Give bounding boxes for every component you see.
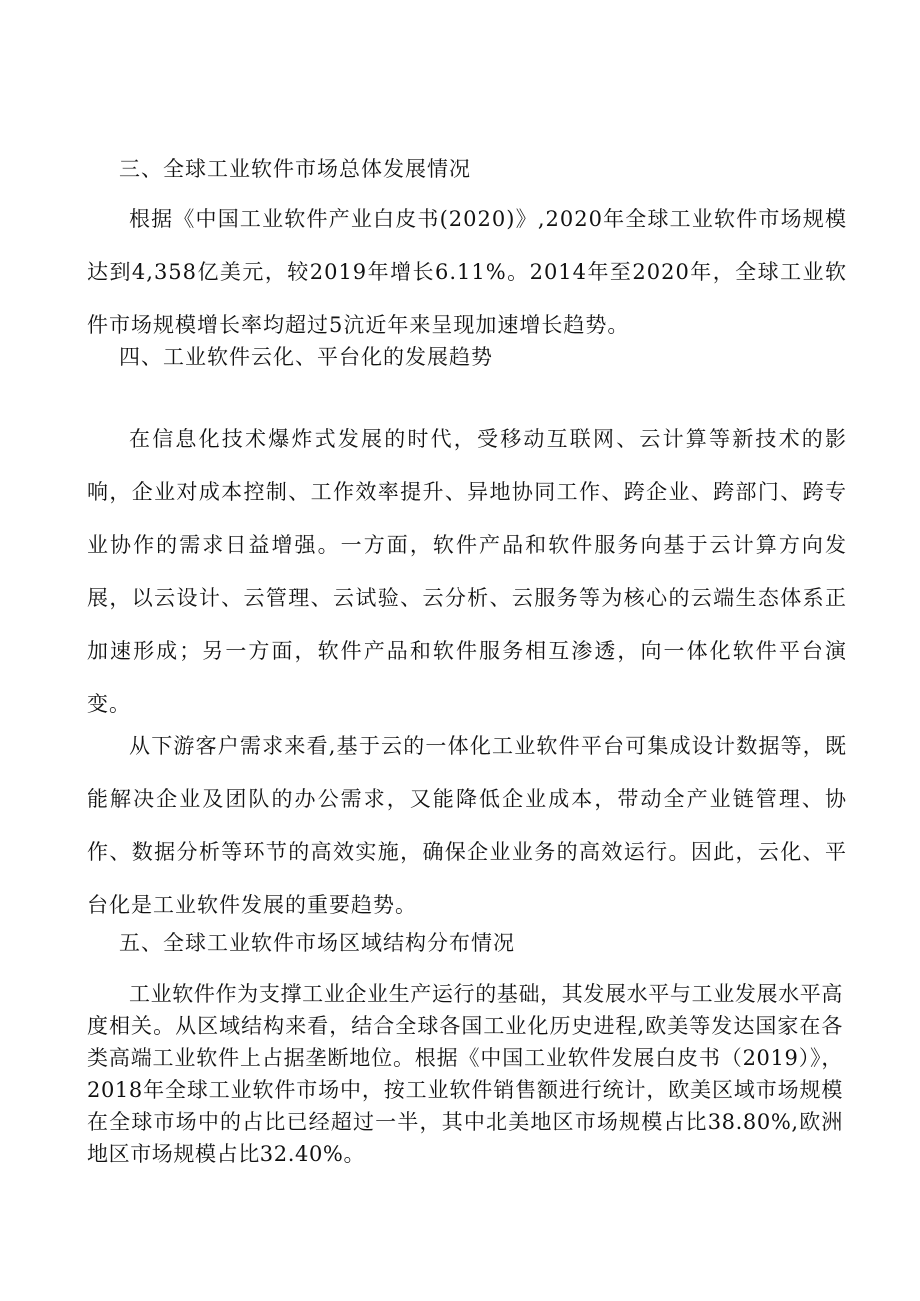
paragraph-market-overview: 根据《中国工业软件产业白皮书(2020)》,2020年全球工业软件市场规模达到4,358亿美元，较2019年增长6.11%。2014年至2020年，全球工业软件市场规模增长率均超过5沆近年来呈现加速增长趋势。 (87, 207, 847, 337)
section-heading-4: 四、工业软件云化、平台化的发展趋势 (119, 345, 493, 369)
section-heading-5: 五、全球工业软件市场区域结构分布情况 (119, 931, 515, 955)
paragraph-cloud-trend: 在信息化技术爆炸式发展的时代，受移动互联网、云计算等新技术的影响，企业对成本控制、工作效率提升、异地协同工作、跨企业、跨部门、跨专业协作的需求日益增强。一方面，软件产品和软件服务向基于云计算方向发展，以云设计、云管理、云试验、云分析、云服务等为核心的云端生态体系正加速形成；另一方面，软件产品和软件服务相互渗透，向一体化软件平台演变。 (87, 427, 847, 716)
section-heading-3: 三、全球工业软件市场总体发展情况 (119, 157, 471, 181)
paragraph-customer-demand: 从下游客户需求来看,基于云的一体化工业软件平台可集成设计数据等，既能解决企业及团队的办公需求，又能降低企业成本，带动全产业链管理、协作、数据分析等环节的高效实施，确保企业业务的高效运行。因此，云化、平台化是工业软件发展的重要趋势。 (87, 734, 847, 917)
paragraph-regional-structure: 工业软件作为支撑工业企业生产运行的基础，其发展水平与工业发展水平高度相关。从区域结构来看，结合全球各国工业化历史进程,欧美等发达国家在各类高端工业软件上占据垄断地位。根据《中国工业软件发展白皮书（2019）》，2018年全球工业软件市场中，按工业软件销售额进行统计，欧美区域市场规模在全球市场中的占比已经超过一半，其中北美地区市场规模占比38.80%,欧洲地区市场规模占比32.40%。 (87, 982, 843, 1166)
